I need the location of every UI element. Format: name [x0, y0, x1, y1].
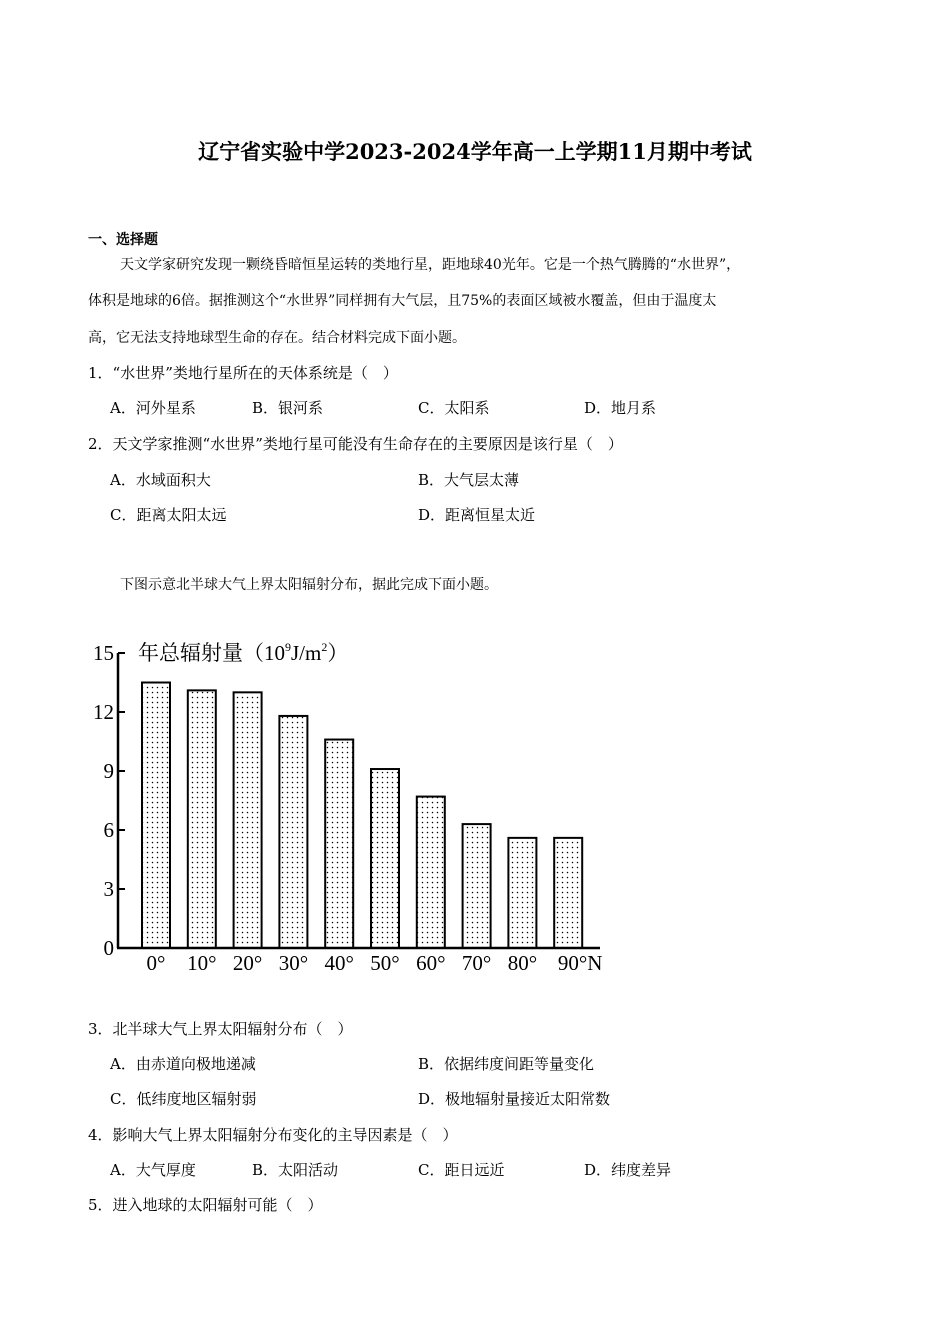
bar — [508, 838, 536, 948]
y-tick-label: 9 — [103, 759, 114, 783]
q1-option-c: C．太阳系 — [418, 399, 490, 417]
q3-option-b: B．依据纬度间距等量变化 — [418, 1055, 595, 1073]
passage2: 下图示意北半球大气上界太阳辐射分布，据此完成下面小题。 — [120, 577, 498, 593]
y-tick-label: 12 — [93, 700, 114, 724]
x-tick-label: 90°N — [557, 951, 603, 975]
q3-option-a: A．由赤道向极地递减 — [110, 1055, 256, 1073]
q2-option-c: C．距离太阳太远 — [110, 506, 227, 524]
question-1-stem: 1．“水世界”类地行星所在的天体系统是（ ） — [88, 364, 398, 382]
y-axis-label: 年总辐射量$(10^9J/m^2)$ — [138, 640, 349, 665]
question-2-stem: 2．天文学家推测“水世界”类地行星可能没有生命存在的主要原因是该行星（ ） — [88, 435, 623, 453]
y-tick-label: 3 — [103, 877, 114, 901]
y-tick-label: 15 — [93, 641, 114, 665]
q1-option-d: D．地月系 — [584, 399, 657, 417]
x-tick-label: 20° — [232, 951, 263, 975]
bar — [417, 797, 445, 948]
section-heading: 一、选择题 — [88, 232, 158, 248]
passage1-line2: 体积是地球的6倍。据推测这个“水世界”同样拥有大气层，且75%的表面区域被水覆盖，但由于温度太 — [88, 293, 717, 309]
passage1-line3: 高，它无法支持地球型生命的存在。结合材料完成下面小题。 — [88, 330, 466, 346]
bar — [188, 690, 216, 948]
question-3-stem: 3．北半球大气上界太阳辐射分布（ ） — [88, 1020, 353, 1038]
x-tick-label: 0° — [146, 951, 166, 975]
q4-option-a: A．大气厚度 — [110, 1161, 196, 1179]
x-tick-label: 30° — [278, 951, 309, 975]
q2-option-b: B．大气层太薄 — [418, 471, 520, 489]
x-tick-label: 70° — [461, 951, 492, 975]
bar — [142, 683, 170, 949]
x-tick-label: 50° — [370, 951, 400, 975]
q3-option-c: C．低纬度地区辐射弱 — [110, 1090, 257, 1108]
x-tick-label: 40° — [324, 951, 354, 975]
y-tick-label: 0 — [103, 936, 114, 960]
x-tick-label: 10° — [187, 951, 217, 975]
question-4-stem: 4．影响大气上界太阳辐射分布变化的主导因素是（ ） — [88, 1126, 458, 1144]
x-tick-label: 60° — [416, 951, 446, 975]
question-5-stem: 5．进入地球的太阳辐射可能（ ） — [88, 1196, 323, 1214]
q1-option-b: B．银河系 — [252, 399, 324, 417]
q4-option-b: B．太阳活动 — [252, 1161, 339, 1179]
bar — [234, 692, 262, 948]
q4-option-d: D．纬度差异 — [584, 1161, 672, 1179]
page-title: 辽宁省实验中学2023-2024学年高一上学期11月期中考试 — [198, 139, 752, 164]
bar — [279, 716, 307, 948]
q4-option-c: C．距日远近 — [418, 1161, 505, 1179]
bar — [371, 769, 399, 948]
bar — [463, 824, 491, 948]
bar — [325, 740, 353, 948]
q2-option-d: D．距离恒星太近 — [418, 506, 536, 524]
radiation-bar-chart — [80, 630, 620, 980]
bar — [554, 838, 582, 948]
q1-option-a: A．河外星系 — [110, 399, 196, 417]
y-tick-label: 6 — [103, 818, 114, 842]
q2-option-a: A．水域面积大 — [110, 471, 211, 489]
passage1-line1: 天文学家研究发现一颗绕昏暗恒星运转的类地行星，距地球40光年。它是一个热气腾腾的“水世界”， — [120, 257, 741, 273]
q3-option-d: D．极地辐射量接近太阳常数 — [418, 1090, 611, 1108]
x-tick-label: 80° — [507, 951, 538, 975]
